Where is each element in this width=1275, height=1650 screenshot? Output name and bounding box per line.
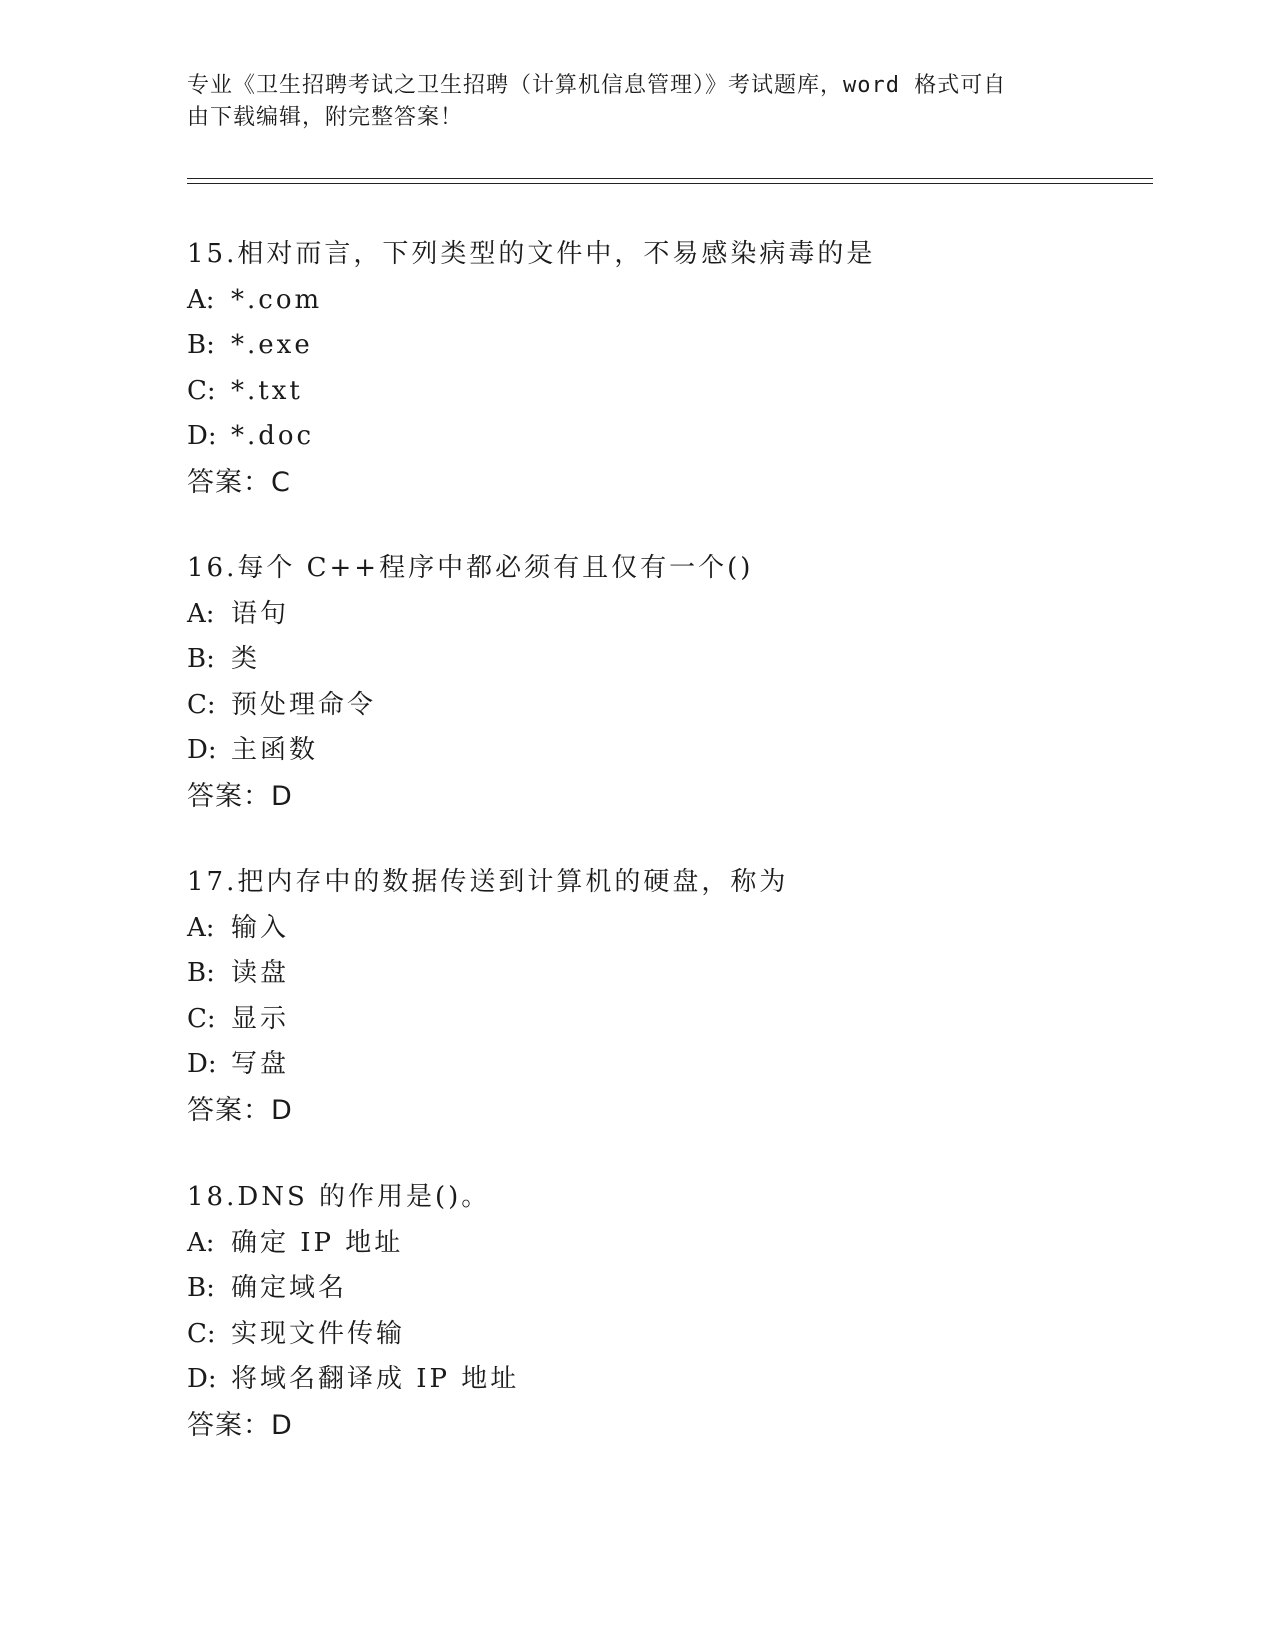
option-text: 输入 [231,912,290,943]
question-15 [187,232,1147,505]
document-header [187,70,1067,134]
option-text: *.com [231,284,323,315]
option-text: 实现文件传输 [231,1318,406,1349]
option-text: 将域名翻译成 IP 地址 [231,1364,520,1394]
question-18 [187,1175,1147,1448]
option-text: 读盘 [231,958,290,988]
option-letter: B: [187,958,215,988]
question-stem: 16.每个 C++程序中都必须有且仅有一个() [187,553,754,583]
question-stem: 15.相对而言，下列类型的文件中，不易感染病毒的是 [187,239,876,269]
option-d [187,1357,1147,1403]
option-letter: C: [187,1318,216,1349]
option-b [187,323,1147,369]
answer-line: 答案：D [187,1094,293,1126]
option-letter: C: [187,689,216,720]
option-c [187,683,1147,729]
option-letter: D: [187,421,217,451]
option-letter: D: [187,1364,217,1394]
option-text: *.exe [231,330,313,360]
header-line-1: 专业《卫生招聘考试之卫生招聘（计算机信息管理）》考试题库，word 格式可自 [187,73,1007,98]
option-letter: A: [187,598,215,629]
header-line-2: 由下载编辑，附完整答案！ [187,105,464,130]
option-text: 显示 [231,1003,290,1034]
option-text: *.doc [231,421,315,451]
option-d [187,728,1147,774]
option-letter: A: [187,284,215,315]
option-a [187,906,1147,952]
option-text: 确定域名 [231,1273,348,1303]
header-divider-top [187,178,1153,179]
option-d [187,414,1147,460]
option-c [187,997,1147,1043]
option-b [187,637,1147,683]
option-letter: A: [187,1227,215,1258]
option-a [187,278,1147,324]
option-letter: B: [187,330,215,360]
option-text: 写盘 [231,1049,290,1079]
answer-line: 答案：C [187,466,291,498]
answer-line: 答案：D [187,1409,293,1441]
option-text: 确定 IP 地址 [231,1227,404,1258]
option-text: 主函数 [231,735,319,765]
option-text: 语句 [231,598,290,629]
header-divider-bottom [187,183,1153,184]
option-b [187,951,1147,997]
question-17 [187,860,1147,1133]
option-letter: C: [187,1003,216,1034]
option-letter: A: [187,912,215,943]
option-a [187,592,1147,638]
option-letter: D: [187,1049,217,1079]
option-d [187,1042,1147,1088]
option-b [187,1266,1147,1312]
question-stem: 18.DNS 的作用是()。 [187,1182,491,1212]
option-a [187,1221,1147,1267]
option-text: *.txt [231,375,303,406]
option-c [187,1312,1147,1358]
option-letter: B: [187,1273,215,1303]
answer-line: 答案：D [187,780,293,812]
question-16 [187,546,1147,819]
option-text: 类 [231,644,261,674]
option-c [187,369,1147,415]
option-letter: C: [187,375,216,406]
question-stem: 17.把内存中的数据传送到计算机的硬盘，称为 [187,867,789,897]
option-text: 预处理命令 [231,689,377,720]
option-letter: D: [187,735,217,765]
option-letter: B: [187,644,215,674]
